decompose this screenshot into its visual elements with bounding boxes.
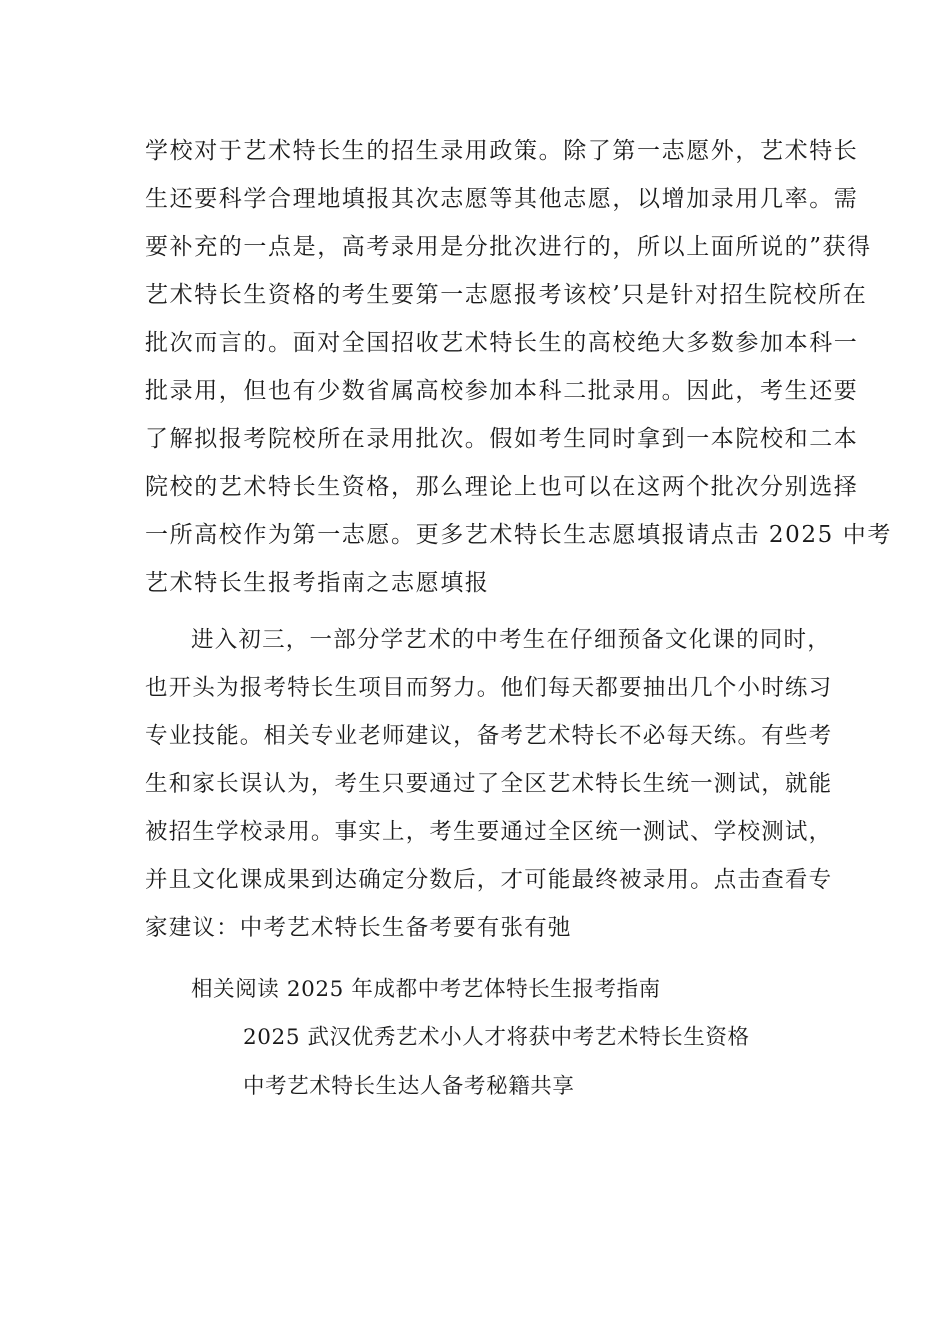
paragraph-line: 也开头为报考特长生项目而努力。他们每天都要抽出几个小时练习: [145, 675, 833, 701]
paragraph-line: 批录用，但也有少数省属高校参加本科二批录用。因此，考生还要: [145, 378, 859, 404]
paragraph-line: 进入初三，一部分学艺术的中考生在仔细预备文化课的同时，: [191, 627, 831, 653]
paragraph-line: 艺术特长生资格的考生要第一志愿报考该校’只是针对招生院校所在: [145, 282, 868, 308]
paragraph-line: 了解拟报考院校所在录用批次。假如考生同时拿到一本院校和二本: [145, 426, 859, 452]
paragraph-line: 专业技能。相关专业老师建议，备考艺术特长不必每天练。有些考: [145, 723, 833, 749]
paragraph-line: 院校的艺术特长生资格，那么理论上也可以在这两个批次分别选择: [145, 474, 859, 500]
paragraph-line: 被招生学校录用。事实上，考生要通过全区统一测试、学校测试，: [145, 819, 833, 845]
paragraph-line: 学校对于艺术特长生的招生录用政策。除了第一志愿外，艺术特长: [145, 138, 859, 164]
paragraph-line: 艺术特长生报考指南之志愿填报: [145, 570, 490, 596]
paragraph-line: 批次而言的。面对全国招收艺术特长生的高校绝大多数参加本科一: [145, 330, 859, 356]
related-link[interactable]: 2025 武汉优秀艺术小人才将获中考艺术特长生资格: [243, 1025, 750, 1050]
paragraph-line: 生和家长误认为，考生只要通过了全区艺术特长生统一测试，就能: [145, 771, 833, 797]
paragraph-line: 要补充的一点是，高考录用是分批次进行的，所以上面所说的”获得: [145, 234, 872, 260]
paragraph-line: 一所高校作为第一志愿。更多艺术特长生志愿填报请点击 2025 中考: [145, 522, 892, 548]
paragraph-line: 生还要科学合理地填报其次志愿等其他志愿，以增加录用几率。需: [145, 186, 859, 212]
paragraph-line: 并且文化课成果到达确定分数后，才可能最终被录用。点击查看专: [145, 867, 833, 893]
related-link[interactable]: 中考艺术特长生达人备考秘籍共享: [243, 1074, 575, 1099]
related-heading: 相关阅读 2025 年成都中考艺体特长生报考指南: [191, 977, 661, 1002]
paragraph-line: 家建议：中考艺术特长生备考要有张有弛: [145, 915, 572, 941]
